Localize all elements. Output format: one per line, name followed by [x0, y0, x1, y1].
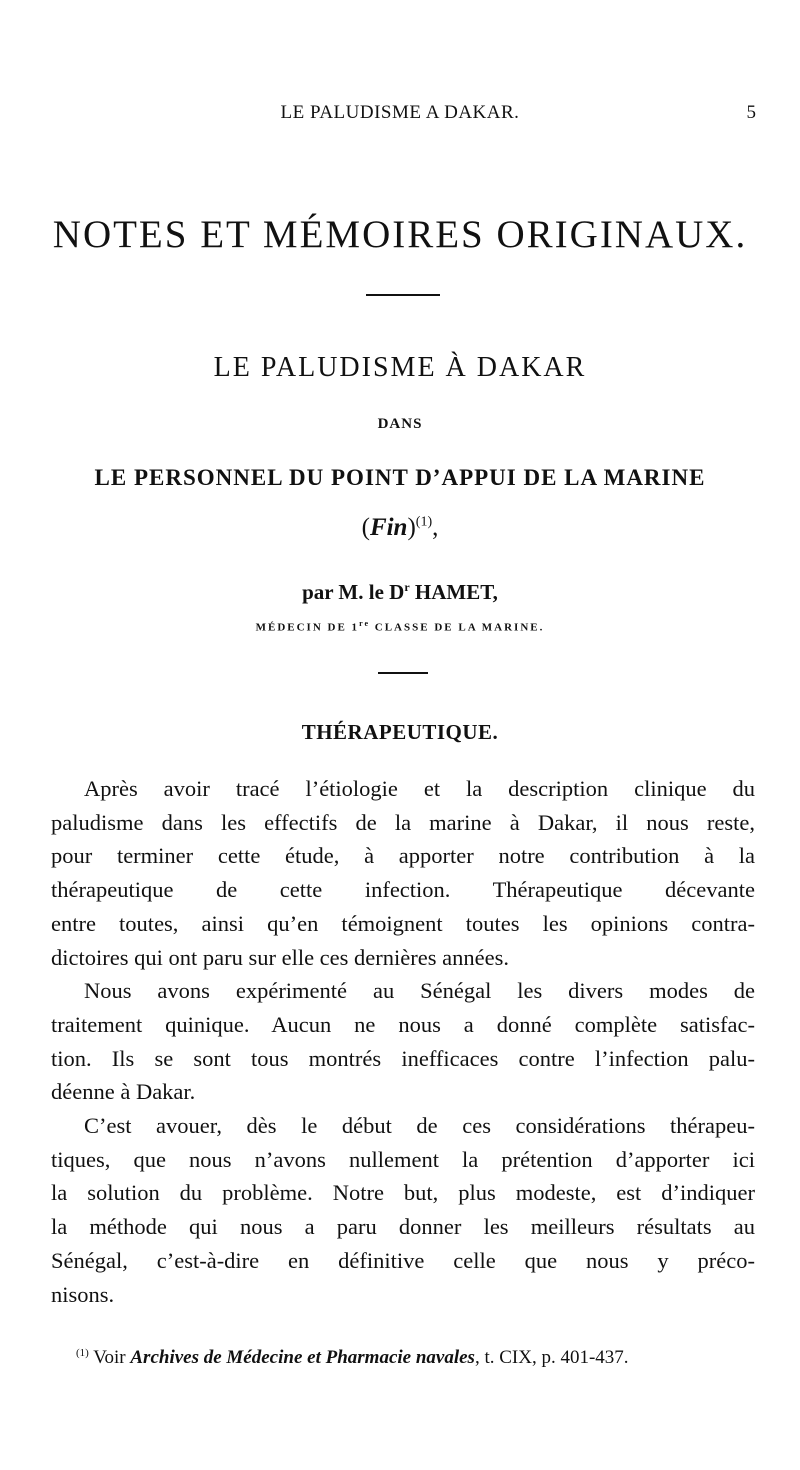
author-line [0, 580, 800, 605]
continuation-note [0, 514, 800, 542]
affiliation-suffix: CLASSE DE LA MARINE. [370, 621, 545, 634]
fin-open-paren: ( [361, 514, 370, 541]
author-affiliation [0, 619, 800, 634]
fin-trailing: , [432, 514, 439, 541]
text-line: thérapeutique de cette infection. Thérapeutique décevante [51, 877, 755, 903]
author-divider [378, 672, 428, 674]
page-number: 5 [746, 102, 756, 123]
section-heading: THÉRAPEUTIQUE. [301, 720, 499, 744]
text-line: Sénégal, c’est-à-dire en définitive celle que nous y préco- [51, 1247, 755, 1273]
article-connector: DANS [377, 416, 423, 432]
text-line: tion. Ils se sont tous montrés inefficaces contre l’infection palu- [51, 1045, 755, 1071]
text-line: Après avoir tracé l’étiologie et la description clinique du [84, 776, 755, 801]
running-head [0, 100, 800, 130]
text-line: la méthode qui nous a paru donner les meilleurs résultats au [51, 1214, 755, 1240]
running-title: LE PALUDISME A DAKAR. [280, 102, 520, 123]
text-line: tiques, que nous n’avons nullement la prétention d’apporter ici [51, 1146, 755, 1172]
footnote-text-after: , t. CIX, p. 401-437. [474, 1347, 629, 1368]
paragraph-1 [51, 772, 755, 974]
text-line: la solution du problème. Notre but, plus modeste, est d’indiquer [51, 1180, 755, 1206]
footnote-text-before: Voir [88, 1347, 131, 1368]
author-prefix: par M. le D [302, 580, 405, 604]
footnote [76, 1347, 756, 1369]
text-line: C’est avouer, dès le début de ces considérations thérapeu- [84, 1113, 755, 1139]
author-name: HAMET, [409, 580, 498, 604]
section-title: NOTES ET MÉMOIRES ORIGINAUX. [52, 213, 748, 256]
footnote-reference: (1) [415, 514, 433, 530]
fin-close-paren: ) [407, 514, 416, 541]
affiliation-sup: re [359, 619, 371, 628]
paragraph-2 [51, 974, 755, 1109]
text-line: déenne à Dakar. [51, 1079, 196, 1105]
affiliation-prefix: MÉDECIN DE 1 [255, 621, 360, 634]
footnote-journal: Archives de Médecine et Pharmacie navales [130, 1347, 475, 1368]
text-line: entre toutes, ainsi qu’en témoignent toutes les opinions contra- [51, 910, 755, 936]
body-text [51, 772, 755, 1311]
fin-word: Fin [369, 514, 408, 541]
text-line: nisons. [51, 1281, 115, 1307]
author-title-sup: r [404, 580, 410, 594]
text-line: paludisme dans les effectifs de la marine à Dakar, il nous reste, [51, 809, 755, 835]
article-title: LE PALUDISME À DAKAR [213, 352, 587, 383]
footnote-mark: (1) [76, 1347, 89, 1359]
paragraph-3 [51, 1109, 755, 1311]
text-line: Nous avons expérimenté au Sénégal les divers modes de [84, 978, 755, 1004]
text-line: pour terminer cette étude, à apporter notre contribution à la [51, 843, 755, 869]
text-line: dictoires qui ont paru sur elle ces dernières années. [51, 944, 509, 970]
title-divider [366, 294, 440, 296]
article-subtitle: LE PERSONNEL DU POINT D’APPUI DE LA MARINE [94, 465, 706, 490]
text-line: traitement quinique. Aucun ne nous a donné complète satisfac- [51, 1011, 755, 1037]
